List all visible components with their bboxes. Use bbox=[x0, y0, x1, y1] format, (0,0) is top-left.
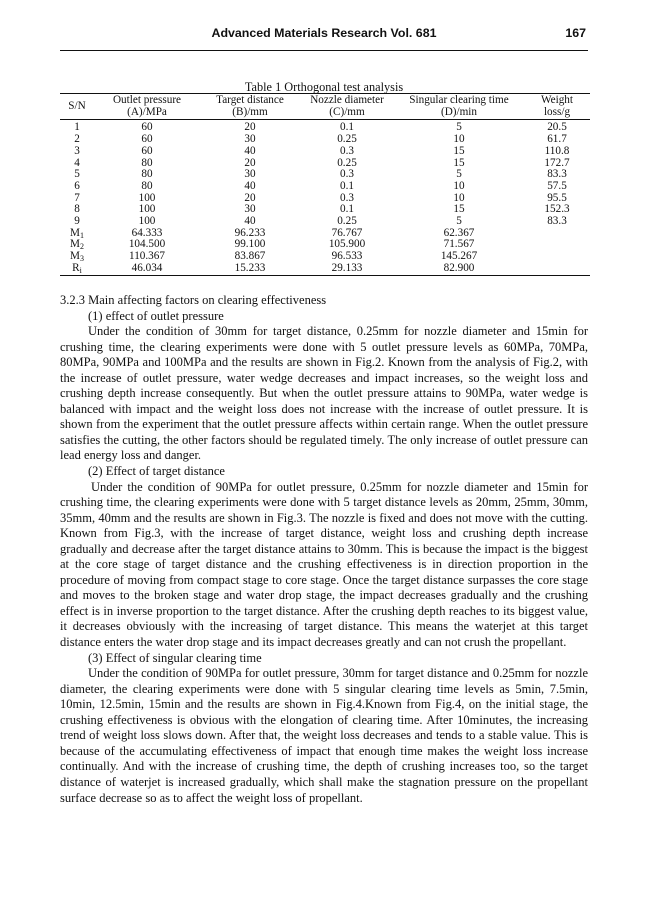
page-header bbox=[60, 20, 588, 51]
column-header-nozzle-diameter: Nozzle diameter (C)/mm bbox=[310, 94, 384, 118]
summary-cell: 15.233 bbox=[234, 261, 266, 274]
summary-cell: 64.333 bbox=[131, 226, 163, 239]
summary-cell: 82.900 bbox=[443, 261, 475, 274]
paragraph-clearing-time: Under the condition of 90MPa for outlet pressure, 30mm for target distance and 0.25mm for nozzle diameter, the clearing experiments were done with 5 singular clearing time levels as 5min, 7.5min, 10min, 12.5min, 15min and the results are shown in Fig.4.Known from Fig.4, on the initial stage, the crushing effectiveness is obvious with the elongation of clearing time. After 10minutes, the increasing trend of weight loss slows down. After that, the weight loss decreases and tends to a stable value. This is because of the accumulating effectiveness of impact that enough time makes the weight loss increase continually. And with the increase of crushing time, the depth of crushing increases too, so the target distance of waterjet is increased gradually, which shall make the stagnation pressure on the propellant surface decrease so as to affect the weight loss of propellant. bbox=[60, 666, 588, 805]
table-body bbox=[60, 120, 590, 275]
page-number: 167 bbox=[565, 26, 586, 40]
summary-label: $M_3$ bbox=[70, 250, 84, 264]
table-cell: 8 bbox=[74, 203, 80, 216]
table-cell: 40 bbox=[244, 144, 256, 157]
table-cell: 0.1 bbox=[340, 203, 354, 216]
table-cell: 1 bbox=[74, 121, 80, 134]
table-row bbox=[60, 134, 590, 146]
subsection-title-outlet-pressure: (1) effect of outlet pressure bbox=[88, 308, 224, 323]
summary-cell: 83.867 bbox=[234, 250, 266, 263]
table-cell: 100 bbox=[138, 215, 156, 228]
column-header-weight-loss: Weight loss/g bbox=[540, 94, 574, 118]
table-cell: 0.1 bbox=[340, 121, 354, 134]
table-cell: 57.5 bbox=[547, 179, 567, 192]
table-cell: 60 bbox=[141, 121, 153, 134]
table-cell: 0.25 bbox=[337, 215, 357, 228]
table-cell: 60 bbox=[141, 144, 153, 157]
column-header-outlet-pressure: Outlet pressure (A)/MPa bbox=[112, 94, 182, 118]
body-text bbox=[60, 293, 588, 806]
subsection-title-clearing-time: (3) Effect of singular clearing time bbox=[88, 650, 262, 665]
table-header bbox=[60, 94, 590, 120]
table-cell: 172.7 bbox=[544, 156, 570, 169]
summary-label: $R_i$ bbox=[72, 261, 82, 275]
paragraph-outlet-pressure: Under the condition of 30mm for target distance, 0.25mm for nozzle diameter and 15min for crushing time, the clearing experiments were done with 5 outlet pressure levels as 60MPa, 70MPa, 80MPa, 90MPa and 100MPa and the results are shown in Fig.2. Known from the analysis of Fig.2, with the increase of outlet pressure, water wedge decreases and impact increases, so the weight loss and crushing depth increase consequently. But when the outlet pressure attains to 90MPa, water wedge is balanced with impact and the weight loss does not increase with the increase of outlet pressure. It is shown from the experiment that the outlet pressure affects within certain range. When the outlet pressure satisfies the cutting, the other factors should be regulated timely. The only increase of outlet pressure can lead energy loss and danger. bbox=[60, 324, 588, 463]
summary-cell bbox=[524, 263, 590, 275]
summary-cell: 99.100 bbox=[234, 238, 266, 251]
table-cell: 5 bbox=[74, 168, 80, 181]
table-cell: 20 bbox=[244, 156, 256, 169]
table-cell: 5 bbox=[456, 121, 462, 134]
summary-cell: 29.133 bbox=[331, 261, 363, 274]
orthogonal-test-table bbox=[60, 93, 590, 276]
table-cell: 15 bbox=[453, 156, 465, 169]
summary-cell: 105.900 bbox=[328, 238, 366, 251]
summary-cell: 76.767 bbox=[331, 226, 363, 239]
table-row bbox=[60, 216, 590, 228]
table-cell: 4 bbox=[74, 156, 80, 169]
summary-cell: 96.233 bbox=[234, 226, 266, 239]
table-cell: 40 bbox=[244, 215, 256, 228]
table-cell: 3 bbox=[74, 144, 80, 157]
table-cell: 61.7 bbox=[547, 133, 567, 146]
summary-cell: 110.367 bbox=[129, 250, 165, 263]
table-row bbox=[60, 169, 590, 181]
column-header-target-distance: Target distance (B)/mm bbox=[216, 94, 284, 118]
table-cell: 60 bbox=[141, 133, 153, 146]
table-row bbox=[60, 120, 590, 134]
table-caption: Table 1 Orthogonal test analysis bbox=[244, 80, 404, 94]
summary-cell: 104.500 bbox=[128, 238, 166, 251]
table-row bbox=[60, 158, 590, 170]
subsection-title-target-distance: (2) Effect of target distance bbox=[88, 464, 225, 479]
section-heading: 3.2.3 Main affecting factors on clearing effectiveness bbox=[60, 293, 327, 307]
table-cell: 152.3 bbox=[544, 203, 570, 216]
column-header-sn: S/N bbox=[68, 99, 86, 112]
table-cell: 0.25 bbox=[337, 156, 357, 169]
summary-row bbox=[60, 263, 590, 275]
table-cell: 10 bbox=[453, 133, 465, 146]
table-cell: 83.3 bbox=[547, 168, 567, 181]
table-cell: 10 bbox=[453, 179, 465, 192]
table-cell: 2 bbox=[74, 133, 80, 146]
table-cell: 15 bbox=[453, 203, 465, 216]
table-cell: 20 bbox=[244, 121, 256, 134]
summary-cell: 71.567 bbox=[443, 238, 475, 251]
table-cell: 9 bbox=[74, 215, 80, 228]
table-cell: 0.25 bbox=[337, 133, 357, 146]
table-cell: 80 bbox=[141, 179, 153, 192]
table-cell: 30 bbox=[244, 203, 256, 216]
summary-cell: 46.034 bbox=[131, 261, 163, 274]
table-cell: 0.3 bbox=[340, 168, 354, 181]
summary-cell: 62.367 bbox=[443, 226, 475, 239]
table-cell: 30 bbox=[244, 133, 256, 146]
summary-cell bbox=[524, 228, 590, 240]
table-cell: 6 bbox=[74, 179, 80, 192]
table-cell: 20.5 bbox=[547, 121, 567, 134]
summary-cell: 96.533 bbox=[331, 250, 363, 263]
table-row bbox=[60, 146, 590, 158]
table-cell: 20 bbox=[244, 191, 256, 204]
table-cell: 100 bbox=[138, 203, 156, 216]
table-cell: 7 bbox=[74, 191, 80, 204]
table-cell: 95.5 bbox=[547, 191, 567, 204]
summary-cell bbox=[524, 251, 590, 263]
table-cell: 0.3 bbox=[340, 144, 354, 157]
summary-label: $M_1$ bbox=[70, 226, 84, 240]
paragraph-target-distance: Under the condition of 90MPa for outlet pressure, 0.25mm for nozzle diameter and 15min for crushing time, the clearing experiments were done with 5 target distance levels as 20mm, 25mm, 30mm, 35mm, 40mm and the results are shown in Fig.3. The nozzle is fixed and does not move with the cutting. Known from Fig.3, with the increase of target distance, weight loss and crushing depth increase gradually and decrease after the target distance attains to 30mm. This is because the impact is the biggest at the core stage of target distance and the crushing effectiveness is in direction proportion in the procedure of moving from compact stage to core stage. Once the target distance surpasses the core stage and moves to the broken stage and water drop stage, the impact decreases gradually and the crushing effect is in inverse proportion to the target distance. After the crushing depth reaches to its biggest value, it decreases obviously with the increasing of target distance. This means the waterjet at this target distance enters the water drop stage and its impact decreases greatly and can not crush the propellant. bbox=[60, 479, 588, 650]
table-cell: 0.1 bbox=[340, 179, 354, 192]
table-cell: 80 bbox=[141, 168, 153, 181]
table-cell: 30 bbox=[244, 168, 256, 181]
table-cell: 0.3 bbox=[340, 191, 354, 204]
column-header-clearing-time: Singular clearing time (D)/min bbox=[409, 94, 509, 118]
summary-cell: 145.267 bbox=[440, 250, 478, 263]
table-cell: 83.3 bbox=[547, 215, 567, 228]
table-cell: 110.8 bbox=[544, 144, 570, 157]
table-cell: 10 bbox=[453, 191, 465, 204]
journal-title: Advanced Materials Research Vol. 681 bbox=[211, 26, 437, 40]
summary-label: $M_2$ bbox=[70, 238, 84, 252]
table-cell: 80 bbox=[141, 156, 153, 169]
table-cell: 5 bbox=[456, 215, 462, 228]
table-cell: 5 bbox=[456, 168, 462, 181]
summary-cell bbox=[524, 239, 590, 251]
table-cell: 40 bbox=[244, 179, 256, 192]
table-row bbox=[60, 181, 590, 193]
table-cell: 100 bbox=[138, 191, 156, 204]
table-cell: 15 bbox=[453, 144, 465, 157]
